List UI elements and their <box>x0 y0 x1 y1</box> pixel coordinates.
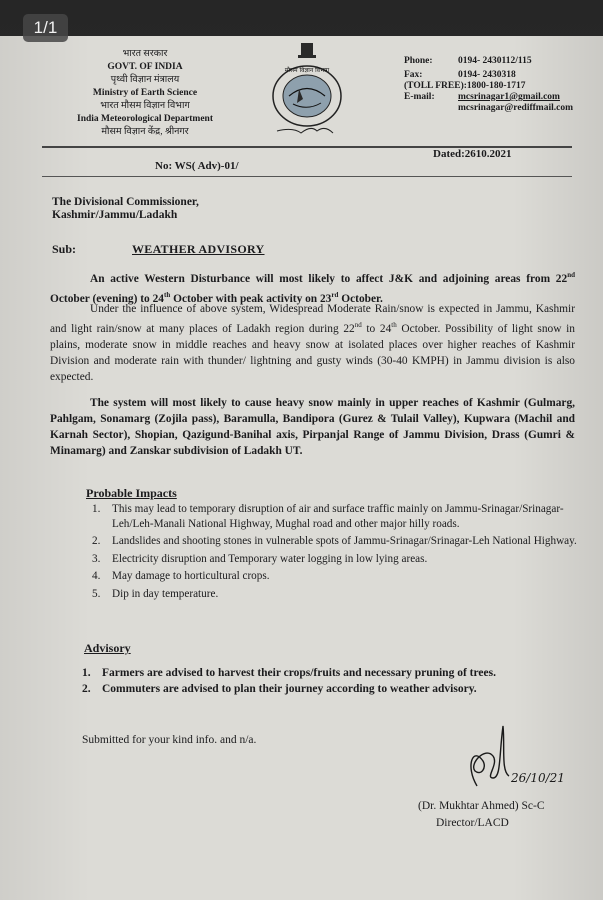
header-line: GOVT. OF INDIA <box>107 62 183 72</box>
imd-emblem <box>253 41 361 141</box>
text-run: October (evening) to 24 <box>50 292 164 305</box>
imd-logo-icon <box>253 41 361 141</box>
list-item: 2. Landslides and shooting stones in vulnerable spots of Jammu-Srinagar/Srinagar-Leh National Highway. <box>92 535 577 547</box>
phone-number: 0194- 2430112/115 <box>458 56 532 66</box>
reference-number: No: WS( Adv)-01/ <box>155 160 239 172</box>
signatory-name: (Dr. Mukhtar Ahmed) Sc-C <box>418 800 545 812</box>
signatory-title: Director/LACD <box>436 817 509 829</box>
probable-impacts-heading: Probable Impacts <box>86 486 177 500</box>
closing-line: Submitted for your kind info. and n/a. <box>82 734 257 746</box>
text-run: October with peak activity on 23 <box>170 292 332 305</box>
page-counter[interactable]: 1/1 <box>23 14 68 42</box>
superscript: rd <box>331 290 339 299</box>
header-line: भारत सरकार <box>122 49 168 59</box>
paragraph-forecast <box>50 301 575 385</box>
fax-label: Fax: <box>404 70 423 80</box>
phone-label: Phone: <box>404 56 433 66</box>
list-item: 1. Farmers are advised to harvest their crops/fruits and necessary pruning of trees. <box>82 667 496 679</box>
date-label: Dated: <box>433 148 465 160</box>
date-value: 2610.2021 <box>464 148 512 160</box>
list-item: 5. Dip in day temperature. <box>92 587 219 600</box>
header-line: India Meteorological Department <box>77 114 213 124</box>
advisory-text: Farmers are advised to harvest their crops/fruits and necessary pruning of trees. <box>102 667 496 679</box>
emblem-text: मौसम विज्ञान विभाग <box>284 67 330 74</box>
header-line: भारत मौसम विज्ञान विभाग <box>100 101 190 111</box>
superscript: nd <box>354 321 362 329</box>
email-primary-link[interactable]: mcsrinagar1@gmail.com <box>458 92 560 102</box>
addressee-line: Kashmir/Jammu/Ladakh <box>52 209 178 221</box>
letter-date <box>433 148 512 160</box>
list-item: 4. May damage to horticultural crops. <box>92 570 270 582</box>
text-run: An active Western Disturbance will most likely to affect J&K and adjoining areas from 22 <box>90 272 568 285</box>
impact-text: This may lead to temporary disruption of air and surface traffic mainly on Jammu-Srinagar/Srinagar-Leh/Leh-Manali National Highway, Mughal road and other major hilly roads. <box>112 503 564 530</box>
header-line: पृथ्वी विज्ञान मंत्रालय <box>110 75 180 85</box>
contact-block <box>404 56 573 114</box>
paragraph-impact-areas: The system will most likely to cause heavy snow mainly in upper reaches of Kashmir (Gulmarg, Pahlgam, Sonamarg (Zojila pass), Baramulla, Bandipora (Gurez & Tulail Valley), Kupwara (Machil and Karnah Sector), Shopian, Qazigund-Banihal axis, Pirpanjal Range of Jammu Division, Drass (Gumri & Minamarg) and Zanskar subdivision of Ladakh UT. <box>50 397 575 457</box>
superscript: nd <box>567 271 575 279</box>
impact-text: Landslides and shooting stones in vulnerable spots of Jammu-Srinagar/Srinagar-Leh National Highway. <box>112 535 577 547</box>
national-emblem-icon <box>298 43 316 58</box>
impact-text: Dip in day temperature. <box>112 587 219 600</box>
document-page <box>0 36 603 900</box>
department-header <box>55 48 235 139</box>
subject-label: Sub: <box>52 242 77 256</box>
email-secondary-link[interactable]: mcsrinagar@rediffmail.com <box>458 103 573 113</box>
fax-number: 0194- 2430318 <box>458 70 516 80</box>
email-label: E-mail: <box>404 92 435 102</box>
text-run: Under the influence of above system, Widespread Moderate Rain/snow is expected in Jammu, Kashmir and light rain/snow at many places of Ladakh region during 22 <box>50 303 575 335</box>
text-run: October. Possibility of light snow in plains, moderate snow in middle reaches and heavy snow at isolated places over higher reaches of Kashmir Division and moderate rain with thunder/ lightning and gusty winds (30-40 KMPH) in Jammu division is also expected. <box>50 322 576 383</box>
superscript: th <box>164 290 171 299</box>
signatory-block <box>418 798 544 832</box>
text-run: October. <box>338 292 383 305</box>
impact-text: Electricity disruption and Temporary water logging in low lying areas. <box>112 552 428 565</box>
list-item: 3. Electricity disruption and Temporary water logging in low lying areas. <box>92 552 428 565</box>
addressee <box>52 196 199 222</box>
signature-date: 26/10/21 <box>511 771 565 785</box>
impacts-list <box>92 502 577 604</box>
advisory-heading: Advisory <box>84 641 131 655</box>
list-item: 1. This may lead to temporary disruption of air and surface traffic mainly on Jammu-Srinagar/Srinagar-Leh/Leh-Manali National Highway, Mughal road and other major hilly roads. <box>92 503 564 530</box>
header-line: Ministry of Earth Science <box>92 88 198 98</box>
subject-title: WEATHER ADVISORY <box>132 242 265 256</box>
signature-mark <box>455 716 565 796</box>
advisory-text: Commuters are advised to plan their journey according to weather advisory. <box>102 683 477 695</box>
header-line: मौसम विज्ञान केंद्र, श्रीनगर <box>101 127 189 137</box>
superscript: th <box>391 321 397 329</box>
text-run: to 24 <box>361 322 392 335</box>
advisory-list <box>82 665 577 697</box>
impact-text: May damage to horticultural crops. <box>112 570 270 582</box>
toll-free-number: (TOLL FREE):1800-180-1717 <box>404 81 526 91</box>
list-item: 2. Commuters are advised to plan their journey according to weather advisory. <box>82 683 477 695</box>
ref-divider <box>42 176 572 177</box>
addressee-line: The Divisional Commissioner, <box>52 196 199 208</box>
